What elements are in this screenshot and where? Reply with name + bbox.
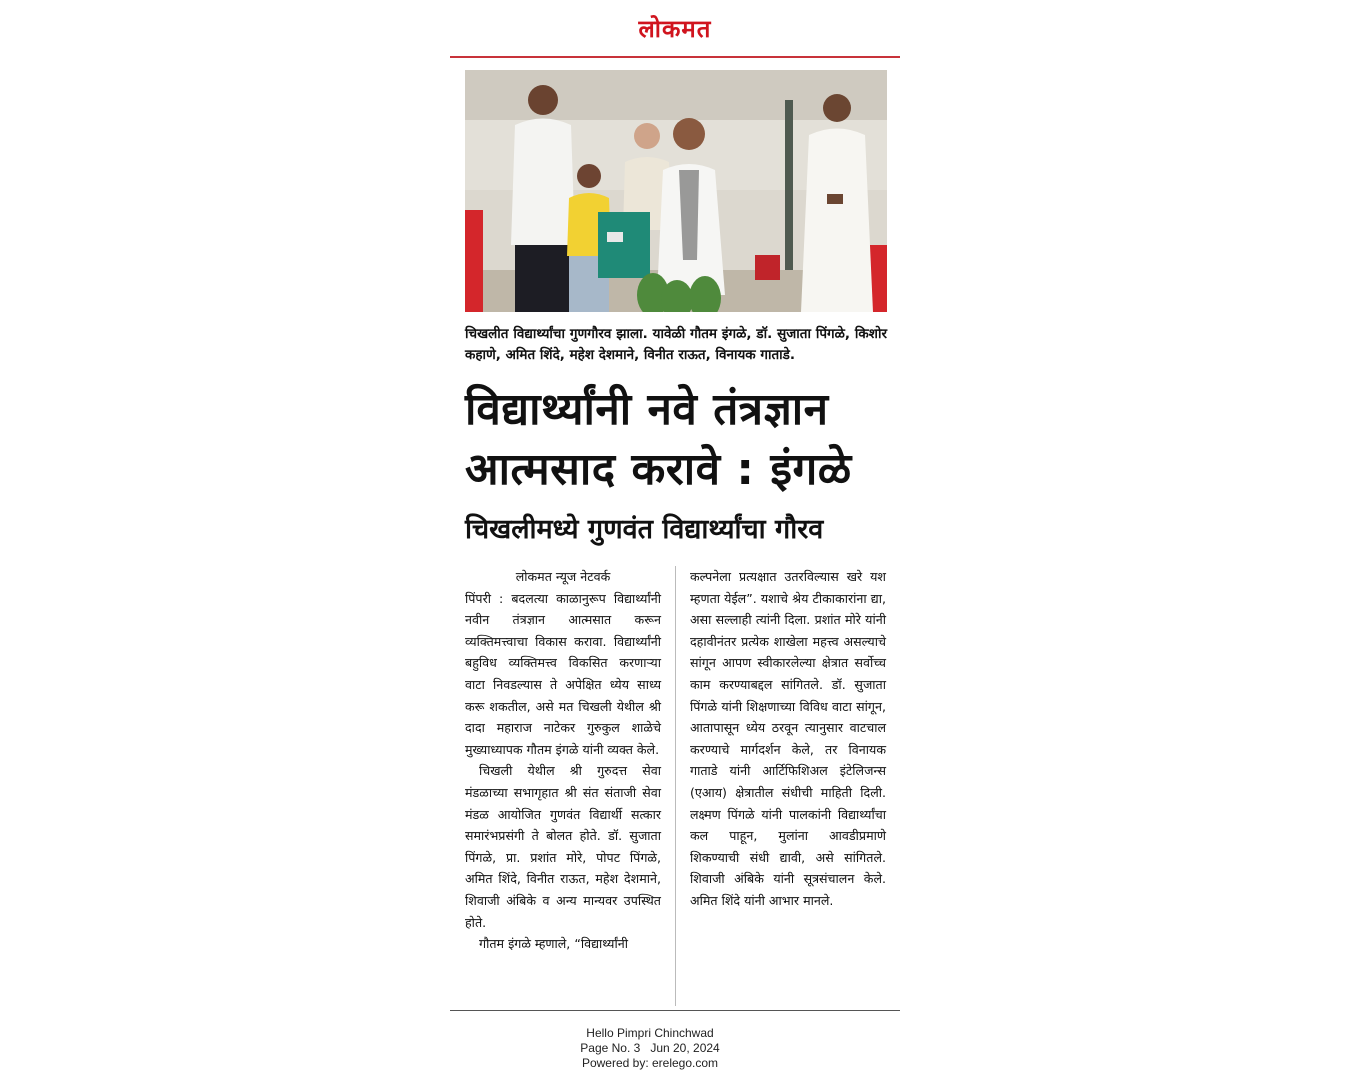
masthead-logo: लोकमत	[638, 14, 712, 43]
page-footer	[450, 1026, 850, 1071]
footer-edition: Hello Pimpri Chinchwad	[586, 1026, 714, 1040]
article-paragraph-3: गौतम इंगळे म्हणाले, “विद्यार्थ्यांनी	[479, 936, 628, 952]
article-paragraph-1: पिंपरी : बदलत्या काळानुरूप विद्यार्थ्यांनी नवीन तंत्रज्ञान आत्मसात करून व्यक्तिमत्त्वाचा विकास करावा. विद्यार्थ्यांनी बहुविध व्यक्तिमत्त्व विकसित करणाऱ्या वाटा निवडल्यास ते अपेक्षित ध्येय साध्य करू शकतील, असे मत चिखली येथील श्री दादा महाराज नाटेकर गुरुकुल शाळेचे मुख्याध्यापक गौतम इंगळे यांनी व्यक्त केले.	[465, 590, 661, 757]
bottom-rule	[450, 1010, 900, 1011]
footer-page-date: Page No. 3 Jun 20, 2024	[580, 1041, 720, 1055]
footer-powered-by: Powered by: erelego.com	[581, 1056, 719, 1070]
headline	[465, 380, 895, 500]
column-divider	[675, 566, 676, 1006]
article-paragraph-2: चिखली येथील श्री गुरुदत्त सेवा मंडळाच्या सभागृहात श्री संत संताजी सेवा मंडळ आयोजित गुणवंत विद्यार्थी सत्कार समारंभप्रसंगी ते बोलत होते. डॉ. सुजाता पिंगळे, प्रा. प्रशांत मोरे, पोपट पिंगळे, अमित शिंदे, विनीत राऊत, महेश देशमाने, शिवाजी अंबिके व अन्य मान्यवर उपस्थित होते.	[465, 763, 661, 930]
headline-line-1: विद्यार्थ्यांनी नवे तंत्रज्ञान	[465, 384, 829, 435]
event-photo	[465, 70, 887, 312]
article-paragraph-4: कल्पनेला प्रत्यक्षात उतरविल्यास खरे यश म्हणता येईल”. यशाचे श्रेय टीकाकारांना द्या, असा सल्लाही त्यांनी दिला. प्रशांत मोरे यांनी दहावीनंतर प्रत्येक शाखेला महत्त्व असल्याचे सांगून आपण स्वीकारलेल्या क्षेत्रात सर्वोच्च काम करण्याबद्दल सांगितले. डॉ. सुजाता पिंगळे यांनी शिक्षणाच्या विविध वाटा सांगून, आतापासून ध्येय ठरवून त्यानुसार वाटचाल करण्याचे मार्गदर्शन केले, तर विनायक गाताडे यांनी आर्टिफिशिअल इंटेलिजन्स (एआय) क्षेत्रातील संधीची माहिती दिली. लक्ष्मण पिंगळे यांनी पालकांनी विद्यार्थ्यांचा कल पाहून, मुलांना आवडीप्रमाणे शिकण्याची संधी द्यावी, असे सांगितले. शिवाजी अंबिके यांनी सूत्रसंचालन केले. अमित शिंदे यांनी आभार मानले.	[690, 569, 886, 908]
headline-line-2: आत्मसाद करावे : इंगळे	[465, 444, 852, 495]
photo-illustration	[465, 70, 887, 312]
photo-caption: चिखलीत विद्यार्थ्यांचा गुणगौरव झाला. यावेळी गौतम इंगळे, डॉ. सुजाता पिंगळे, किशोर कहाणे, अमित शिंदे, महेश देशमाने, विनीत राऊत, विनायक गाताडे.	[465, 326, 887, 363]
article-column-1	[465, 566, 661, 955]
subheadline: चिखलीमध्ये गुणवंत विद्यार्थ्यांचा गौरव	[465, 514, 824, 545]
byline: लोकमत न्यूज नेटवर्क	[515, 569, 611, 584]
article-column-2	[690, 566, 886, 912]
top-rule	[450, 56, 900, 58]
newspaper-clipping	[450, 0, 900, 1080]
